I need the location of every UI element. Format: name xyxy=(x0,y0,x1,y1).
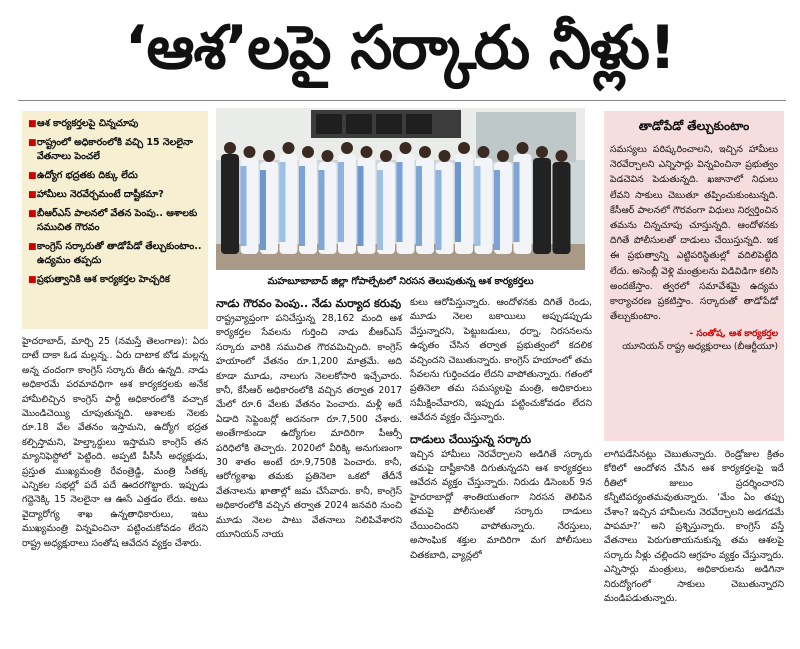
sidebar-body: సమస్యలు పరిష్కరించాలని, ఇచ్చిన హామీలు నెరవేర్చాలని ఎన్నిసార్లు విన్నవించినా ప్రభుత్వం పెడచెవిన పెడుతున్నది. ఖజానాలో నిధులు లేవని సాకులు చెబుతూ తప్పించుకుంటున్నది. కేసీఆర్ పాలనలో గౌరవంగా విధులు నిర్వర్తించిన తమను చిన్నచూపు చూస్తున్నది. ఆందోళనకు దిగితే పోలీసులతో దాడులు చేయిస్తున్నది. ఇక ఈ ప్రభుత్వాన్ని ఎట్టిపరిస్థితుల్లో వదిలిపెట్టేది లేదు. అసెంబ్లీ వెళ్లి మంత్రులను విడివిడిగా కలిసి అందజేస్తాం. త్వరలో సమావేశమై ఉద్యమ కార్యాచరణ ప్రకటిస్తాం. సర్కారుతో తాడోపేడో తేల్చుకుంటాం. xyxy=(610,144,778,323)
bullet-icon: ■ xyxy=(28,119,37,129)
article-column-2 xyxy=(216,296,402,543)
bullet-icon: ■ xyxy=(28,209,37,219)
protest-photo-illustration xyxy=(216,108,585,270)
headline: ‘ఆశ’లపై సర్కారు నీళ్లు! xyxy=(124,13,676,83)
section-subhead: నాడు గౌరవం పెంపు.. నేడు మర్యాద కరువు xyxy=(216,297,402,310)
highlight-item: ■ కాంగ్రెస్ సర్కారుతో తాడోపేడో తేల్చుకుంటాం.. ఉద్యమం తప్పదు xyxy=(28,241,202,266)
article-text: కులు ఆరోపిస్తున్నారు. ఆందోళనకు దిగితే రెండు, మూడు నెలల బకాయిలు అప్పుడప్పుడు వేస్తున్నారని, పెట్టుబడులు, ధర్నా, నిరసనలను ఉధృతం చేసిన తర్వాత ప్రభుత్వంలో కదలిక వచ్చిందని చెబుతున్నారు. కాంగ్రెస్ హయాంలో తమ సేవలను గుర్తించడం లేదని వాపోతున్నారు. గతంలో ప్రతినెలా తమ సమస్యలపై మంత్రి, అధికారులు సమీక్షించేవారని, ఇప్పుడు పట్టించుకోవడం లేదని ఆవేదన వ్యక్తం చేస్తున్నారు. xyxy=(410,297,592,424)
article-column-4: లాగిపడేసినట్లు చెబుతున్నారు. రెండ్రోజుల క్రితం కోఠిలో ఆందోళన చేసిన ఆశ కార్యకర్తలపై ఇదే రీతిలో జులుం ప్రదర్శించారని కన్నీటిపర్యంతమవుతున్నారు. ‘మేం ఏం తప్పు చేశాం? ఇచ్చిన హామీలను నెరవేర్చాలని అడగడమే పాపమా?’ అని ప్రశ్నిస్తున్నారు. కాంగ్రెస్ వస్తే వేతనాలు పెరుగుతాయనుకున్న తమ ఆశలపై సర్కారు నీళ్లు చల్లిందని ఆగ్రహం వ్యక్తం చేస్తున్నారు. ఎన్నిసార్లు మంత్రులు, అధికారులను అడిగినా నిరుద్యోగంలో సాకులు చెబుతున్నారని మండిపడుతున్నారు. xyxy=(604,449,784,605)
bullet-icon: ■ xyxy=(28,275,37,285)
bullet-icon: ■ xyxy=(28,190,37,200)
highlight-item: ■ రాష్ట్రంలో అధికారంలోకి వచ్చి 15 నెలలైనా వేతనాలు పెంచలే xyxy=(28,137,193,162)
quote-sidebar xyxy=(604,111,784,441)
article-column-3 xyxy=(410,296,592,563)
section-subhead: దాడులు చేయిస్తున్న సర్కారు xyxy=(410,432,532,446)
article-text: రాష్ట్రవ్యాప్తంగా పనిచేస్తున్న 28,162 మంది ఆశ కార్యకర్తల సేవలను గుర్తించి నాడు బీఆర్ఎస్ సర్కారు వారికి సముచిత గౌరవమిచ్చింది. కాంగ్రెస్ హయాంలో వేతనం రూ.1,200 మాత్రమే. అది కూడా మూడు, నాలుగు నెలలకోసారి ఇచ్చేవారు. కానీ, కేసీఆర్ అధికారంలోకి వచ్చిన తర్వాత 2017 మేలో రూ.6 వేలకు వేతనం పెంచారు. మళ్లీ అదే ఏడాది సెప్టెంబర్లో అదనంగా రూ.7,500 చేశారు. అంతేగాకుండా ఉద్యోగుల మాదిరిగా పీఆర్సీ పరిధిలోకి తెచ్చారు. 2020లో వీరిక్కి అనుగుణంగా 30 శాతం అంటే రూ.9,750కి పెంచారు. కానీ, ఆరోగ్యశాఖ తమకు ప్రతినెలా ఒకటో తేదీనే వేతనాలను ఖాతాల్లో జమ చేసేవారు. కానీ, కాంగ్రెస్ అధికారంలోకి వచ్చిన తర్వాత 2024 జనవరి నుంచి మూడు నెలల పాటు వేతనాలు నిలిపివేశారని యూనియన్ నాయ xyxy=(216,313,402,541)
highlight-item: ■ బీఆర్ఎస్ పాలనలో వేతన పెంపు.. ఆశాలకు సముచిత గౌరవం xyxy=(28,208,198,233)
article-column-1: హైదరాబాద్, మార్చి 25 (నమస్తే తెలంగాణ): ఏరు దాటే దాకా ఓడ మల్లన్న.. ఏరు దాటాక బోడ మల్లన్న అన్న చందంగా కాంగ్రెస్ సర్కారు తీరు ఉన్నది. నాడు అధికారమే పరమావధిగా ఆశ కార్యకర్తలకు అనేక హామీలిచ్చిన కాంగ్రెస్ పార్టీ అధికారంలోకి వచ్చాక మొండిచెయ్యి చూపుతున్నది. ఆశాలకు నెలకు రూ.18 వేల వేతనం ఇస్తామని, ఉద్యోగ భద్రత కల్పిస్తామని, హెల్త్కార్డులు ఇస్తామని కాంగ్రెస్ తన మ్యానిఫెస్టోలో పెట్టింది. అప్పటి పీసీసీ అధ్యక్షుడు, ప్రస్తుత ముఖ్యమంత్రి రేవంత్రెడ్డి, మంత్రి సీతక్క ఎన్నికల సభల్లో పదే పదే ఊదరగొట్టారు. ఇప్పుడు గద్దెనెక్కి 15 నెలలైనా ఆ ఊసే ఎత్తడం లేదు. అటు వైద్యారోగ్య శాఖ ఉన్నతాధికారులు, ఇటు ముఖ్యమంత్రి విన్నవించినా పట్టించుకోవడం లేదని రాష్ట్ర అధ్యక్షురాలు సంతోష ఆవేదన వ్యక్తం చేశారు. xyxy=(22,336,208,549)
highlight-item: ■ హామీలు నెరవేర్చమంటే దాష్టీకమా? xyxy=(28,189,164,200)
sidebar-signature: - సంతోష, ఆశ కార్యకర్తల xyxy=(689,329,778,340)
highlight-item: ■ ఆశ కార్యకర్తలపై చిన్నచూపు xyxy=(28,118,139,129)
highlight-item: ■ ప్రభుత్వానికి ఆశ కార్యకర్తల హెచ్చరిక xyxy=(28,274,170,285)
protest-photo xyxy=(216,108,585,270)
bullet-icon: ■ xyxy=(28,138,37,148)
headline-rule xyxy=(18,100,786,101)
photo-caption: మహబూబాబాద్ జిల్లా గోపాల్పేటలో నిరసన తెలుపుతున్న ఆశ కార్యకర్తలు xyxy=(216,272,585,292)
bullet-icon: ■ xyxy=(28,242,37,252)
highlight-item: ■ ఉద్యోగ భద్రతకు దిక్కు లేదు xyxy=(28,170,138,181)
sidebar-designation: యూనియన్ రాష్ట్ర అధ్యక్షురాలు (బీఆర్టీయూ) xyxy=(622,342,778,353)
article-text: ఇచ్చిన హామీలు నెరవేర్చాలని అడిగితే సర్కారు తమపై దాష్టీకానికి దిగుతున్నదని ఆశ కార్యకర్తలు ఆవేదన వ్యక్తం చేస్తున్నారు. నిరుడు డిసెంబర్ 9న హైదరాబాద్లో శాంతియుతంగా నిరసన తెలిపిన తమపై పోలీసులతో సర్కారు దాడులు చేయించిందని వాపోతున్నారు. నేరస్తులు, అసాంఘిక శక్తుల మాదిరిగా మగ పోలీసులు చితకబాది, వ్యాన్లలో xyxy=(410,448,592,561)
bullet-icon: ■ xyxy=(28,171,37,181)
highlights-box xyxy=(22,111,208,329)
sidebar-title: తాడోపేడో తేల్చుకుంటాం xyxy=(638,119,750,133)
